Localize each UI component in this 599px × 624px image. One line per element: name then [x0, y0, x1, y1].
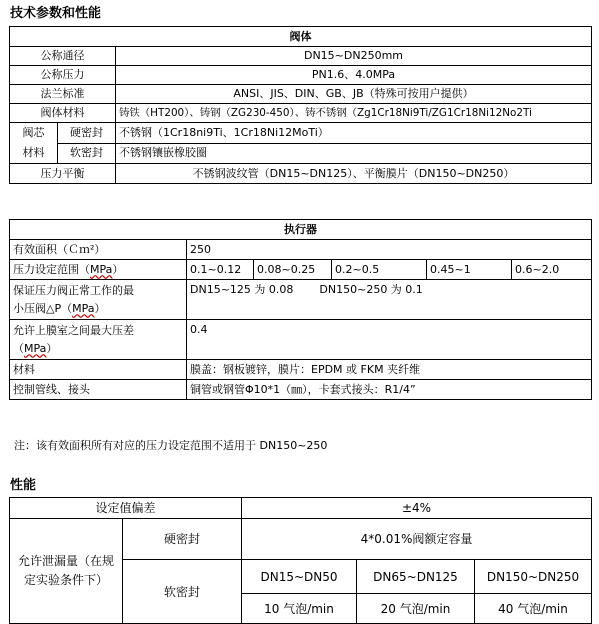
size-dn150-250: DN150~DN250 [475, 560, 592, 594]
rate-dn150-250: 40 气泡/min [475, 594, 592, 624]
soft-seal-perf-label: 软密封 [123, 560, 242, 624]
actuator-title: 执行器 [10, 220, 592, 240]
soft-seal-label: 软密封 [58, 143, 116, 164]
deviation-value: ±4% [242, 498, 592, 519]
min-pressure-label: 保证压力阀正常工作的最 小压阀△P（MPa） [10, 280, 187, 320]
row-label-nominal-diameter: 公称通径 [10, 47, 116, 66]
range-value-1: 0.1~0.12 [187, 260, 254, 280]
actuator-table [9, 219, 592, 400]
row-value-flange-standard: ANSI、JIS、DIN、GB、JB（特殊可按用户提供） [116, 85, 592, 104]
hard-seal-value: 不锈钢（1Cr18ni9Ti、1Cr18Ni12MoTi） [116, 123, 592, 144]
area-label: 有效面积（Ｃｍ²） [10, 240, 187, 260]
material-value: 膜盖：钢板镀锌，膜片：EPDM 或 FKM 夹纤维 [187, 360, 592, 380]
valve-body-table [9, 26, 592, 184]
size-dn65-125: DN65~DN125 [357, 560, 475, 594]
rate-dn15-50: 10 气泡/min [242, 594, 357, 624]
heading-tech-params: 技术参数和性能 [10, 6, 102, 21]
rate-dn65-125: 20 气泡/min [357, 594, 475, 624]
footnote: 注：该有效面积所有对应的压力设定范围不适用于 DN150~250 [14, 439, 328, 452]
row-label-nominal-pressure: 公称压力 [10, 66, 116, 85]
hard-seal-perf-value: 4*0.01%阀额定容量 [242, 519, 592, 560]
row-label-body-material: 阀体材料 [10, 104, 116, 123]
range-value-2: 0.08~0.25 [254, 260, 332, 280]
control-line-label: 控制管线、接头 [10, 380, 187, 400]
core-label-line1: 阀芯 [22, 126, 45, 139]
size-dn15-50: DN15~DN50 [242, 560, 357, 594]
hard-seal-perf-label: 硬密封 [123, 519, 242, 560]
control-line-value: 铜管或钢管Φ10*1（㎜），卡套式接头：R1/4” [187, 380, 592, 400]
balance-label: 压力平衡 [10, 164, 116, 184]
valve-body-title: 阀体 [10, 27, 592, 47]
heading-performance: 性能 [10, 478, 37, 493]
range-value-5: 0.6~2.0 [512, 260, 592, 280]
material-label: 材料 [10, 360, 187, 380]
area-value: 250 [187, 240, 592, 260]
row-label-flange-standard: 法兰标准 [10, 85, 116, 104]
deviation-label: 设定值偏差 [10, 498, 242, 519]
row-value-body-material: 铸铁（HT200）、铸钢（ZG230-450）、铸不锈钢（Zg1Cr18Ni9Ti/ZG1Cr18Ni12No2Ti [116, 104, 592, 123]
performance-table [9, 497, 592, 624]
core-label-line2: 材料 [22, 146, 45, 159]
row-value-nominal-pressure: PN1.6、4.0MPa [116, 66, 592, 85]
soft-seal-value: 不锈钢镶嵌橡胶圈 [116, 143, 592, 164]
leak-label: 允许泄漏量（在规定实验条件下） [10, 519, 123, 624]
max-diff-label: 允许上膜室之间最大压差 （MPa） [10, 320, 187, 360]
min-pressure-value: DN15~125 为 0.08 DN150~250 为 0.1 [187, 280, 592, 320]
range-label: 压力设定范围（MPa） [10, 260, 187, 280]
range-value-3: 0.2~0.5 [332, 260, 427, 280]
balance-value: 不锈钢波纹管（DN15~DN125）、平衡膜片（DN150~DN250） [116, 164, 592, 184]
core-material-label [10, 123, 58, 164]
row-value-nominal-diameter: DN15~DN250mm [116, 47, 592, 66]
range-value-4: 0.45~1 [427, 260, 512, 280]
hard-seal-label: 硬密封 [58, 123, 116, 144]
max-diff-value: 0.4 [187, 320, 592, 360]
